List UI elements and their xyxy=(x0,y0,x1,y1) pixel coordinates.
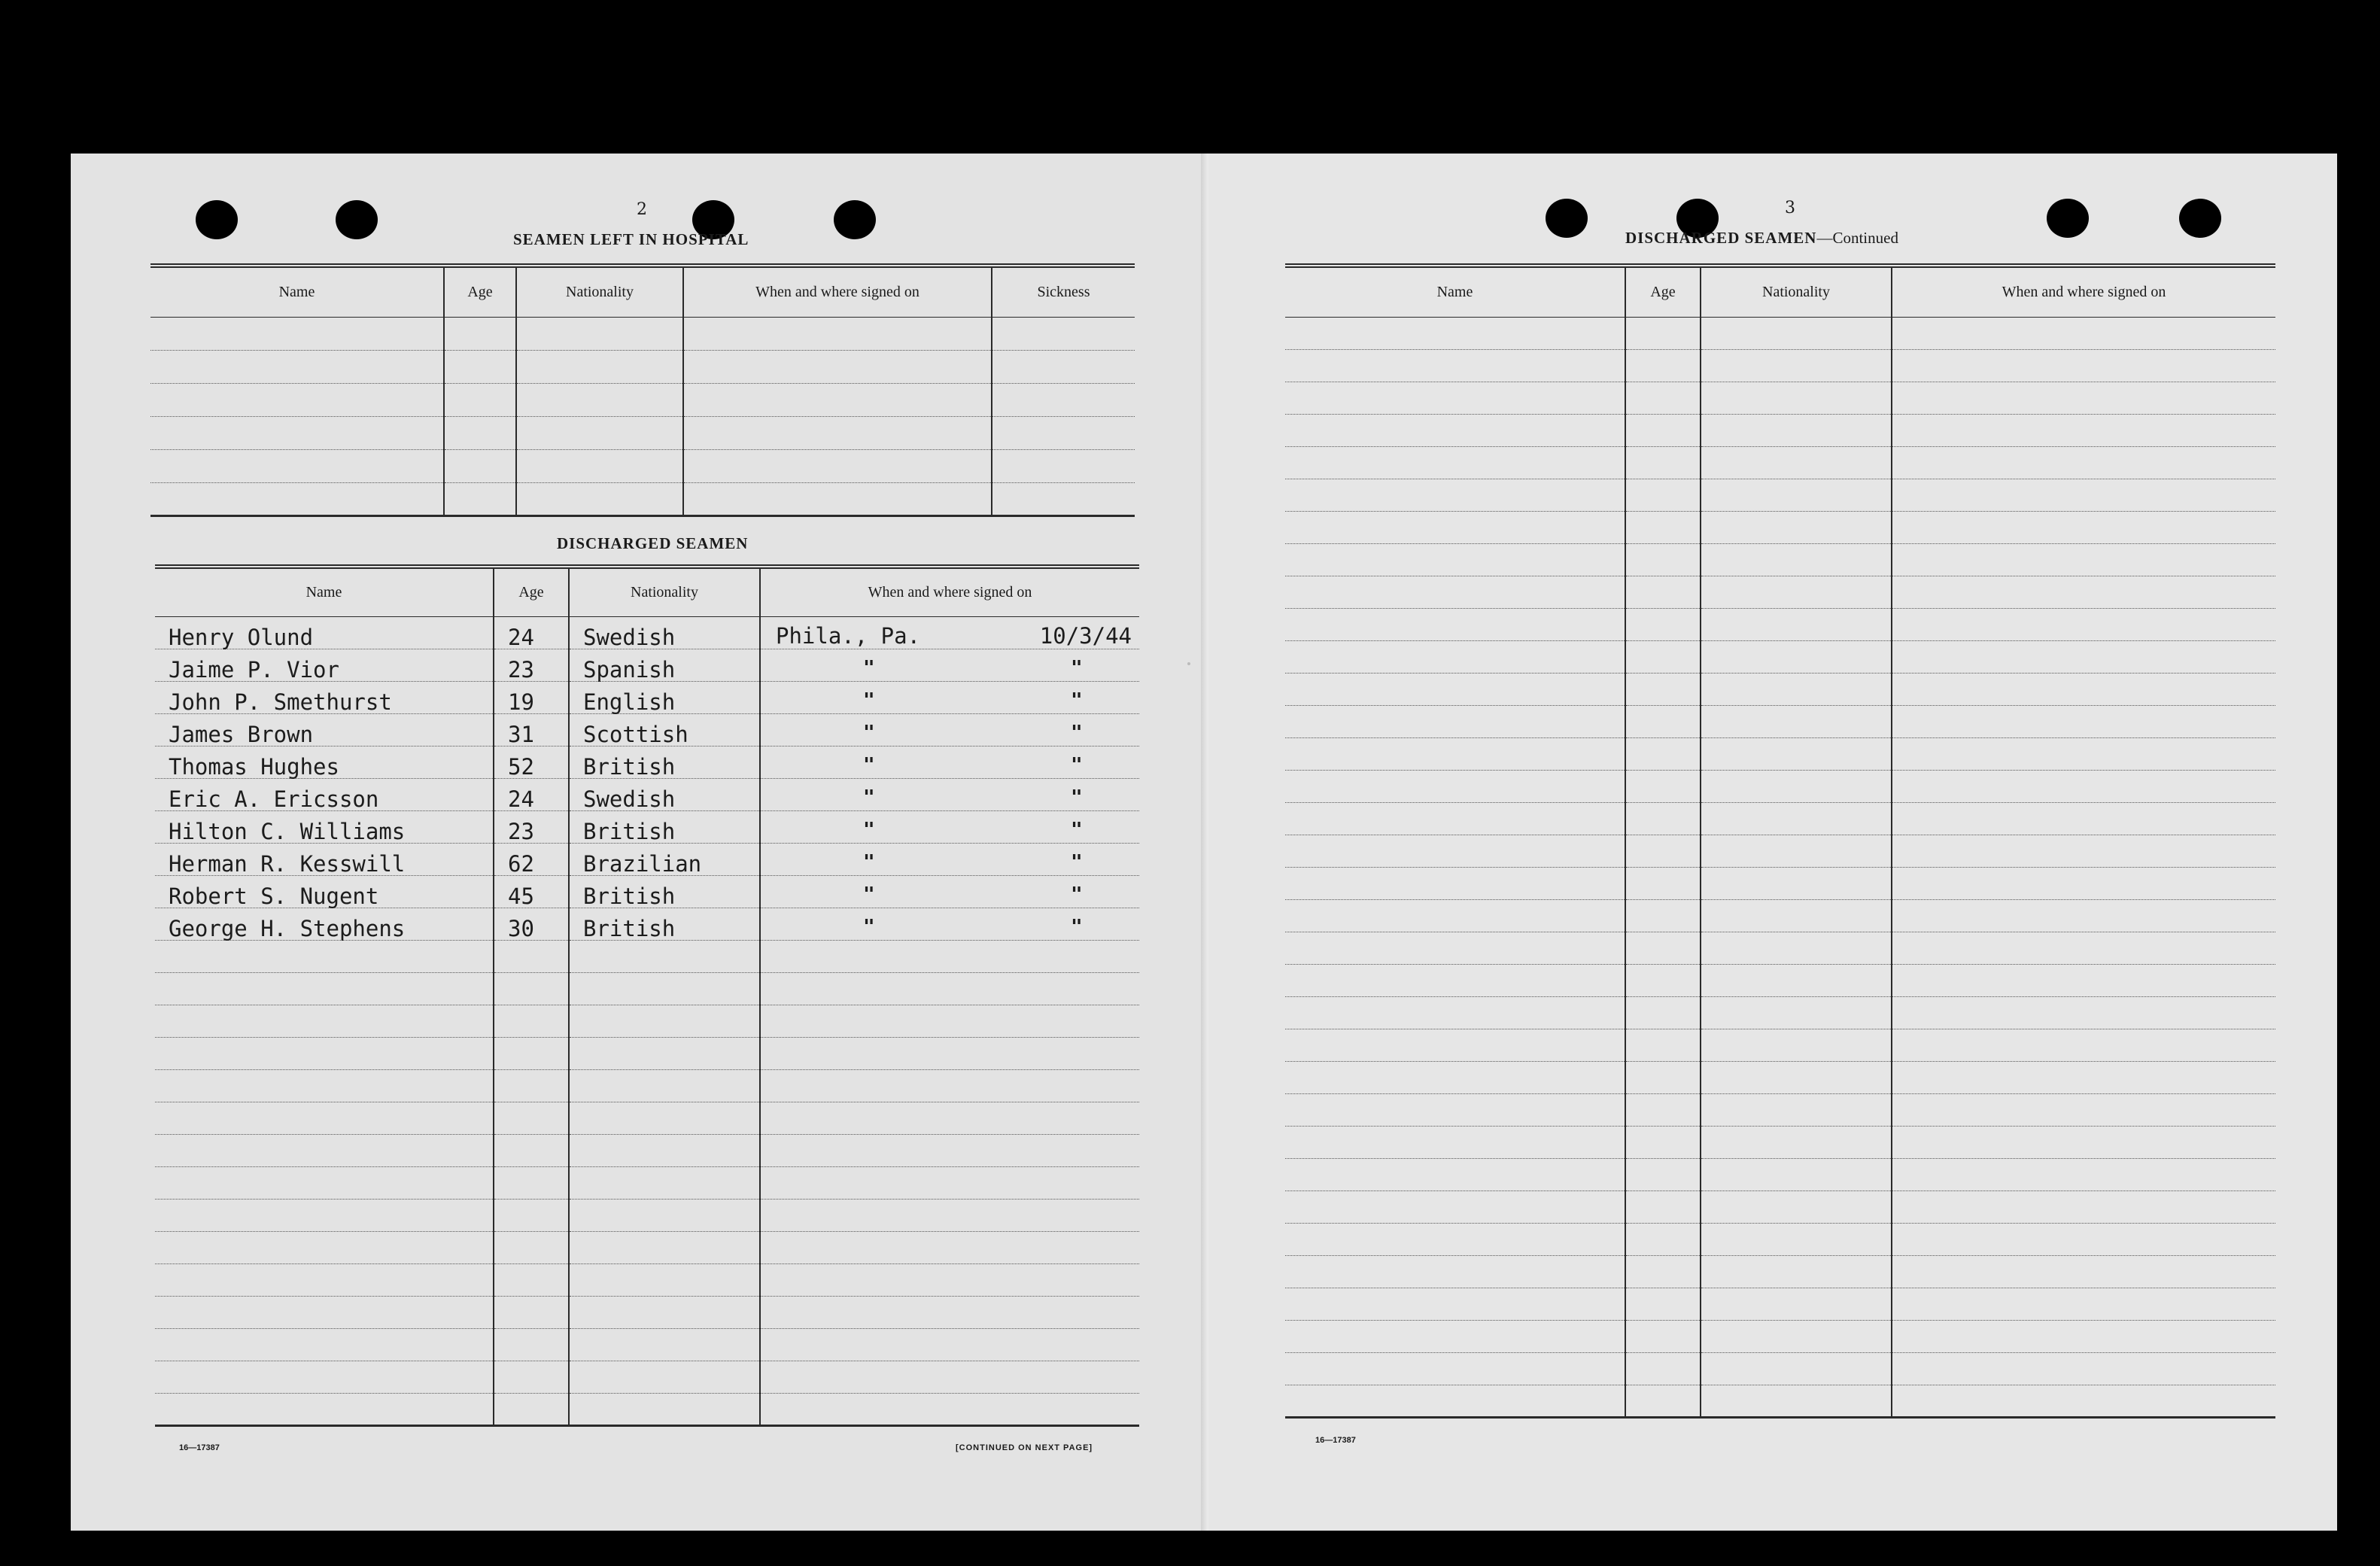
table-row xyxy=(155,1328,1139,1361)
seaman-age: 31 xyxy=(494,713,569,746)
table-row xyxy=(1285,1288,2275,1320)
seaman-signed-on xyxy=(760,681,1139,713)
seaman-age: 24 xyxy=(494,778,569,810)
column-header-signed-on: When and where signed on xyxy=(683,266,992,317)
ditto-mark: " xyxy=(1071,786,1083,809)
table-row xyxy=(1285,1126,2275,1158)
table-row xyxy=(155,875,1139,908)
column-header-age: Age xyxy=(444,266,516,317)
seaman-age: 52 xyxy=(494,746,569,778)
table-row xyxy=(150,449,1135,482)
seaman-signed-on xyxy=(760,616,1139,649)
continued-section-title xyxy=(1625,229,1898,248)
table-row xyxy=(1285,1061,2275,1093)
table-row xyxy=(1285,899,2275,932)
ditto-mark: " xyxy=(1071,883,1083,906)
table-row xyxy=(1285,673,2275,705)
table-row xyxy=(1285,1190,2275,1223)
column-header-sickness: Sickness xyxy=(992,266,1135,317)
ditto-mark: " xyxy=(863,689,875,712)
ditto-mark: " xyxy=(863,753,875,777)
ditto-mark: " xyxy=(1071,850,1083,874)
hospital-section-title: SEAMEN LEFT IN HOSPITAL xyxy=(513,230,749,248)
table-row xyxy=(155,1361,1139,1393)
ditto-mark: " xyxy=(1071,915,1083,938)
ditto-mark: " xyxy=(1071,689,1083,712)
column-header-name: Name xyxy=(1285,266,1625,317)
table-row xyxy=(1285,640,2275,673)
table-row xyxy=(155,908,1139,940)
seaman-nationality: British xyxy=(569,810,760,843)
punch-hole xyxy=(2179,199,2221,238)
table-row xyxy=(1285,996,2275,1029)
table-row xyxy=(1285,382,2275,414)
table-row xyxy=(1285,317,2275,349)
ditto-mark: " xyxy=(863,915,875,938)
stray-mark xyxy=(1187,662,1190,665)
column-header-name: Name xyxy=(155,567,494,616)
table-row xyxy=(155,810,1139,843)
column-header-nationality: Nationality xyxy=(1701,266,1892,317)
seaman-age: 62 xyxy=(494,843,569,875)
table-row xyxy=(1285,964,2275,996)
seaman-name: James Brown xyxy=(155,713,494,746)
punch-hole xyxy=(336,200,378,239)
seaman-signed-on xyxy=(760,746,1139,778)
seaman-age: 30 xyxy=(494,908,569,940)
column-header-name: Name xyxy=(150,266,444,317)
table-row xyxy=(155,1166,1139,1199)
table-row xyxy=(150,482,1135,515)
ditto-mark: " xyxy=(1071,656,1083,680)
table-row xyxy=(155,1037,1139,1069)
column-header-signed-on: When and where signed on xyxy=(760,567,1139,616)
seaman-nationality: English xyxy=(569,681,760,713)
seaman-name: Hilton C. Williams xyxy=(155,810,494,843)
table-row xyxy=(1285,511,2275,543)
table-row xyxy=(1285,1320,2275,1352)
table-row xyxy=(155,778,1139,810)
signed-on-date: 10/3/44 xyxy=(1039,622,1132,649)
seaman-name: John P. Smethurst xyxy=(155,681,494,713)
table-row xyxy=(1285,1352,2275,1385)
seaman-age: 23 xyxy=(494,649,569,681)
seaman-name: Henry Olund xyxy=(155,616,494,649)
seaman-signed-on xyxy=(760,649,1139,681)
table-row xyxy=(155,1296,1139,1328)
seaman-name: Robert S. Nugent xyxy=(155,875,494,908)
seaman-name: George H. Stephens xyxy=(155,908,494,940)
seaman-name: Herman R. Kesswill xyxy=(155,843,494,875)
table-row xyxy=(1285,770,2275,802)
column-header-age: Age xyxy=(1625,266,1701,317)
ditto-mark: " xyxy=(863,850,875,874)
table-row xyxy=(150,350,1135,383)
section-title-continued: —Continued xyxy=(1816,229,1898,247)
seaman-age: 19 xyxy=(494,681,569,713)
seaman-signed-on xyxy=(760,713,1139,746)
table-row xyxy=(150,416,1135,449)
seaman-signed-on xyxy=(760,778,1139,810)
table-row xyxy=(1285,1255,2275,1288)
ditto-mark: " xyxy=(863,818,875,841)
punch-hole xyxy=(1546,199,1588,238)
table-row xyxy=(1285,1158,2275,1190)
table-row xyxy=(1285,802,2275,835)
table-row xyxy=(155,616,1139,649)
seaman-nationality: British xyxy=(569,875,760,908)
table-row xyxy=(155,649,1139,681)
seaman-nationality: Brazilian xyxy=(569,843,760,875)
seaman-name: Jaime P. Vior xyxy=(155,649,494,681)
table-row xyxy=(1285,1223,2275,1255)
hospital-table xyxy=(150,263,1135,517)
seaman-age: 24 xyxy=(494,616,569,649)
ditto-mark: " xyxy=(863,786,875,809)
left-page xyxy=(71,154,1208,1531)
seaman-nationality: Swedish xyxy=(569,616,760,649)
table-row xyxy=(1285,932,2275,964)
punch-hole xyxy=(834,200,876,239)
column-header-age: Age xyxy=(494,567,569,616)
table-row xyxy=(1285,835,2275,867)
column-header-signed-on: When and where signed on xyxy=(1892,266,2275,317)
seaman-age: 23 xyxy=(494,810,569,843)
table-row xyxy=(1285,576,2275,608)
section-title-main: DISCHARGED SEAMEN xyxy=(1625,229,1817,247)
table-row xyxy=(1285,414,2275,446)
table-row xyxy=(1285,867,2275,899)
continued-table xyxy=(1285,263,2275,1419)
ditto-mark: " xyxy=(863,883,875,906)
table-row xyxy=(155,1069,1139,1102)
page-number: 3 xyxy=(1785,199,1795,217)
signed-on-place: Phila., Pa. xyxy=(776,622,921,649)
form-code: 16—17387 xyxy=(179,1443,220,1452)
table-row xyxy=(155,843,1139,875)
table-row xyxy=(155,1263,1139,1296)
discharged-section-title: DISCHARGED SEAMEN xyxy=(557,534,749,552)
seaman-nationality: British xyxy=(569,908,760,940)
table-row xyxy=(155,681,1139,713)
table-row xyxy=(1285,705,2275,737)
page-number: 2 xyxy=(637,200,647,219)
ditto-mark: " xyxy=(863,656,875,680)
seaman-nationality: British xyxy=(569,746,760,778)
ditto-mark: " xyxy=(1071,721,1083,744)
table-row xyxy=(155,1393,1139,1425)
table-row xyxy=(1285,543,2275,576)
seaman-age: 45 xyxy=(494,875,569,908)
punch-hole xyxy=(196,200,238,239)
seaman-nationality: Swedish xyxy=(569,778,760,810)
seaman-name: Eric A. Ericsson xyxy=(155,778,494,810)
table-row xyxy=(1285,1029,2275,1061)
seaman-name: Thomas Hughes xyxy=(155,746,494,778)
table-row xyxy=(1285,479,2275,511)
table-row xyxy=(1285,1385,2275,1417)
table-row xyxy=(155,972,1139,1005)
seaman-signed-on xyxy=(760,810,1139,843)
form-code: 16—17387 xyxy=(1315,1436,1356,1445)
seaman-nationality: Scottish xyxy=(569,713,760,746)
table-row xyxy=(1285,608,2275,640)
table-row xyxy=(155,1134,1139,1166)
table-row xyxy=(1285,349,2275,382)
punch-hole xyxy=(2047,199,2089,238)
table-row xyxy=(155,1199,1139,1231)
seaman-nationality: Spanish xyxy=(569,649,760,681)
seaman-signed-on xyxy=(760,875,1139,908)
table-row xyxy=(1285,446,2275,479)
table-row xyxy=(155,1005,1139,1037)
seaman-signed-on xyxy=(760,843,1139,875)
table-row xyxy=(150,383,1135,416)
table-row xyxy=(155,746,1139,778)
table-row xyxy=(155,713,1139,746)
column-header-nationality: Nationality xyxy=(516,266,683,317)
ditto-mark: " xyxy=(1071,818,1083,841)
table-row xyxy=(155,1102,1139,1134)
continued-note: [CONTINUED ON NEXT PAGE] xyxy=(956,1443,1093,1452)
table-row xyxy=(150,317,1135,350)
discharged-table xyxy=(155,564,1139,1427)
table-row xyxy=(1285,737,2275,770)
ditto-mark: " xyxy=(863,721,875,744)
table-row xyxy=(155,940,1139,972)
ditto-mark: " xyxy=(1071,753,1083,777)
table-row xyxy=(155,1231,1139,1263)
table-row xyxy=(1285,1093,2275,1126)
seaman-signed-on xyxy=(760,908,1139,940)
column-header-nationality: Nationality xyxy=(569,567,760,616)
right-page xyxy=(1208,154,2337,1531)
